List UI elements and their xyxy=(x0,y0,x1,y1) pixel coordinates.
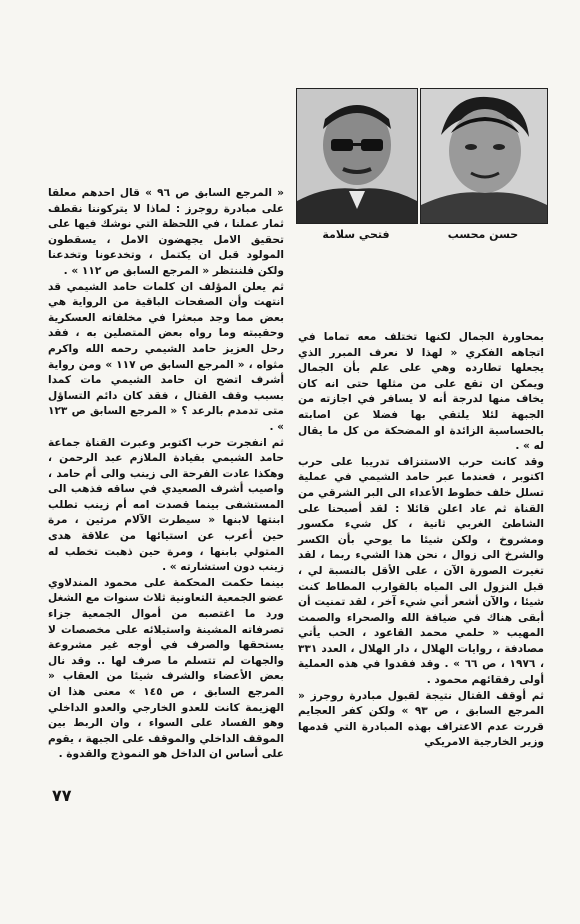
paragraph: بينما حكمت المحكمة على محمود المندلاوي عضو الجمعية التعاونية ثلاث سنوات مع الشغل ورد ما اغتصبه من أموال الجمعية جزاء تصرفاته المشينة واستيلائه على مخصصات لا يستحقها والصرف في أوجه غير مشروعة والجهات لم تتسلم ما صرف لها .. وقد نال بعض الأعضاء والشرف شيئا من العقاب « المرجع السابق ، ص ١٤٥ » معنى هذا ان الهزيمة كانت للعدو الخارجي والعدو الداخلي وهو الفساد على السواء ، وان الربط بين الموقف الداخلي والموقف على الجبهة ، يقوم على أساس ان الداخل هو النموذج والقدوة . xyxy=(48,576,284,761)
text-column-right xyxy=(298,330,544,751)
paragraph: ثم انفجرت حرب اكتوبر وعبرت القناة جماعة حامد الشيمي بقيادة الملازم عبد الرحمن ، وهكذا عادت الفرحة الى زينب والى أم حامد ، واصيب أشرف الصعيدي في ساقه فذهب الى المستشفى بينما قصدت امه أم زينب تطلب ابنتها لابنها « سيطرت الآلام مرتين ، مرة حين أعرب عن استيائها من علاقة هدى المتولي بابنها ، ومرة حين ذهبت تخطب له زينب دون استشارته » . xyxy=(48,436,284,574)
paragraph: « المرجع السابق ص ٩٦ » قال احدهم معلقا على مبادرة روجرز : لماذا لا يتركوننا نقطف ثمار عملنا ، في اللحظة التي نوشك فيها على تحقيق الامل يجهضون الامل ، يسقطون المولود قبل ان يكتمل ، وتخدعونا وتخدعنا ولكن فلننتظر « المرجع السابق ص ١١٢ » . xyxy=(48,187,284,277)
paragraph: بمحاورة الجمال لكنها تختلف معه تماما في اتجاهه الفكري « لهذا لا نعرف المبرر الذي يجعلها تطارده وهي على علم بأن الجمال ويمكن ان تقع على من مثلها حتى انه كان يخاف منها لدرجة أنه لا يسافر في اجازته من الجبهة لئلا يلتقي بها فضلا عن اصابته بالحساسية الزائدة او المضحكة من كل ما يقال له » . xyxy=(298,331,544,453)
text-column-left xyxy=(48,186,284,763)
photo-caption-right: حسن محسب xyxy=(447,228,519,241)
paragraph: وقد كانت حرب الاستنزاف تدريبا على حرب اكتوبر ، فعندما عبر حامد الشيمي في عملية تسلل خلف خطوط الأعداء الى البر الشرقي من القناة ثم عاد اعلن قائلا : لقد أصبحنا على الشاطئ الغربي ثانية ، كل شيء مكسور ومشروخ ، ولكن شيئا ما يوحي بأن الكسر والشرخ الى زوال ، نحن هذا الشيء ربما ، لقد تغيرت الصورة الآن ، على الأقل بالنسبة لي ، قبل النزول الى المياه بالقوارب المطاط كنت شيئا ، والآن أشعر أني شيء آخر ، لقد تمنيت أن أبقى هناك في ضيافة الله والصحراء والصمت المهيب « حلمي محمد القاعود ، الحب يأتي مصادفة ، روايات الهلال ، دار الهلال ، العدد ٣٣١ ، ١٩٧٦ ، ص ٦٦ » . وقد فقدوا في هذه العملية أولى رفقائهم محمود . xyxy=(298,455,544,687)
paragraph: ثم يعلن المؤلف ان كلمات حامد الشيمي قد انتهت وأن الصفحات الباقية من الرواية هي بعض مما وجد مبعثرا في مخلفاته العسكرية وحقيبته وما رواه بعض المتصلين به ، فقد رحل العزيز حامد الشيمي رحمه الله واكرم مثواه ، « المرجع السابق ص ١١٧ » ومن رواية أشرف اتضح ان حامد الشيمي مات كمدا بسبب وقف القتال ، فقد كان دائم التساؤل متى تدمدم بالرعد ؟ « المرجع السابق ص ١٢٣ » . xyxy=(48,280,284,433)
photo-caption-left: فتحي سلامة xyxy=(322,228,390,241)
portrait-left-image xyxy=(297,89,417,223)
portrait-photo-right xyxy=(420,88,548,224)
page-number: ٧٧ xyxy=(52,786,72,805)
paragraph: ثم أوقف القتال نتيجة لقبول مبادرة روجرز « المرجع السابق ، ص ٩٣ » ولكن كفر العجايم قررت عدم الاعتراف بهذه المبادرة التي قدمها وزير الخارجية الامريكي xyxy=(298,689,544,749)
portrait-photo-left xyxy=(296,88,418,224)
portrait-right-image xyxy=(421,89,547,223)
